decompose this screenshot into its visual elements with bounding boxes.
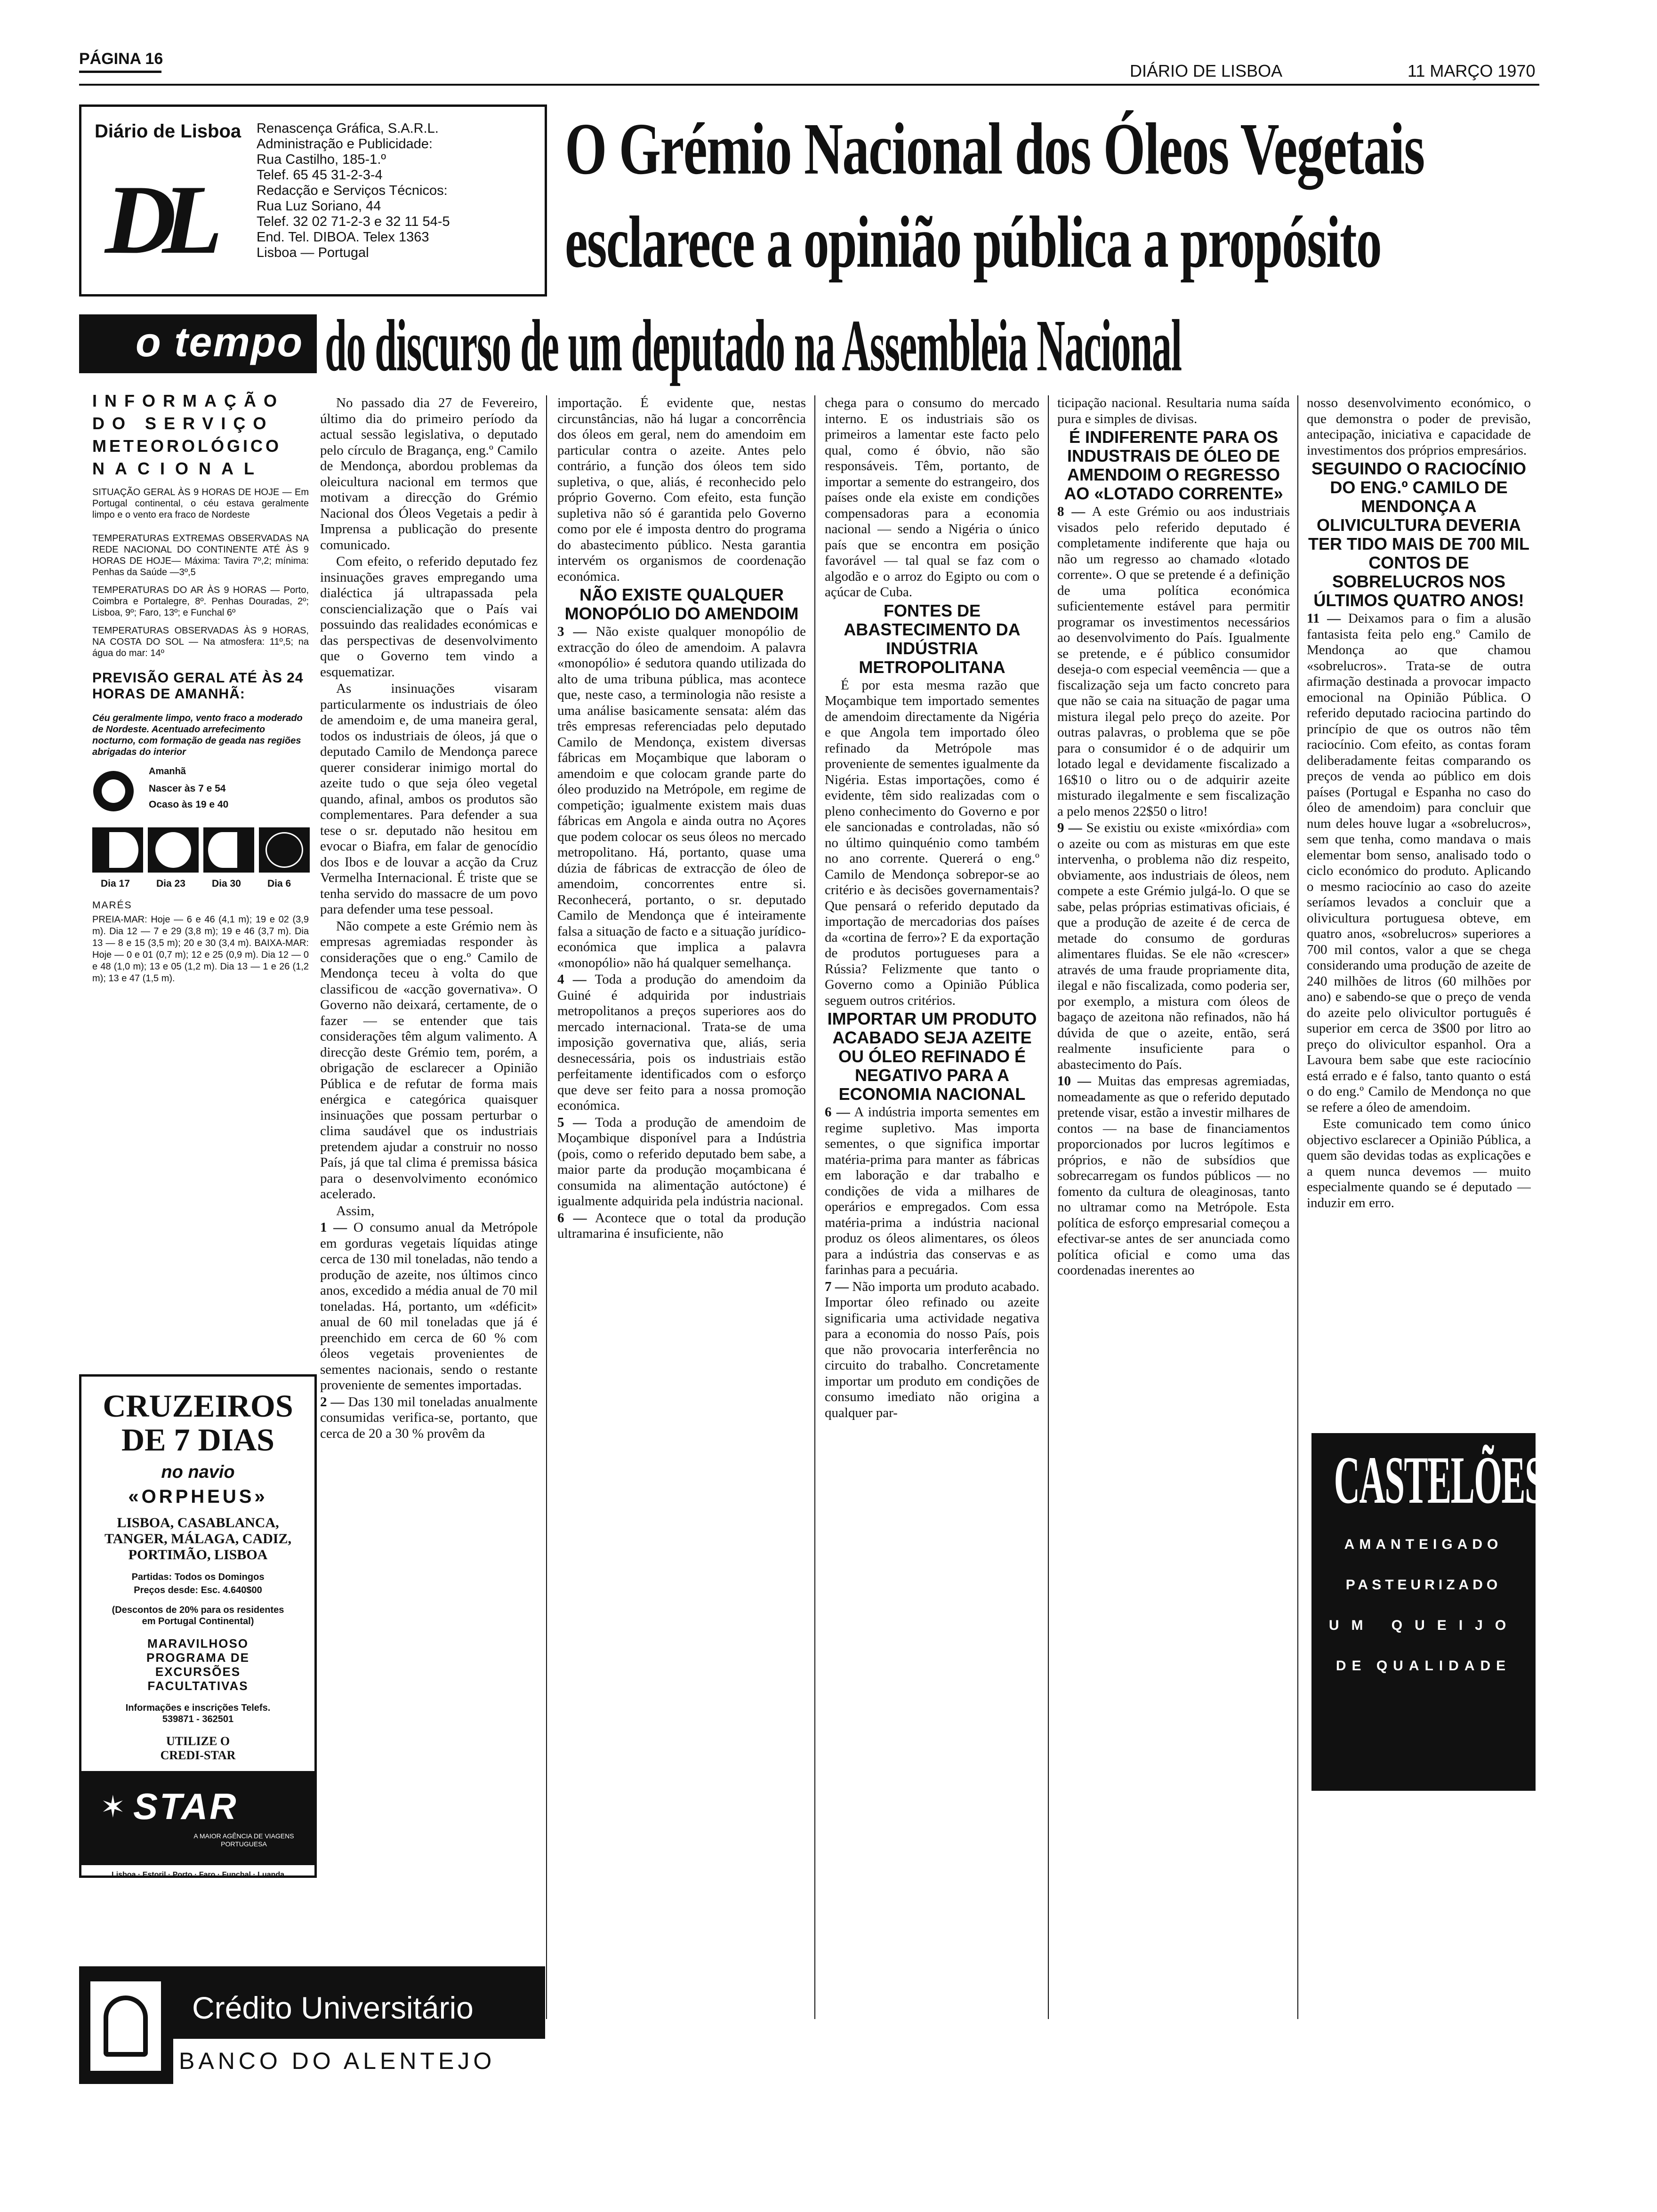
column-rule — [1297, 395, 1298, 2019]
cruise-title: CRUZEIROS DE 7 DIAS — [103, 1388, 293, 1458]
article-column-1 — [320, 395, 538, 1443]
item-text: Acontece que o total da produção ultramarina é insuficiente, não — [557, 1210, 806, 1241]
masthead-line: Lisboa — Portugal — [257, 245, 369, 260]
newspaper-name-header: DIÁRIO DE LISBOA — [1130, 61, 1283, 80]
moon-phase-light — [109, 832, 138, 868]
cruise-discount: (Descontos de 20% para os residentes em Portugal Continental) — [112, 1605, 284, 1627]
sunset-time: Ocaso às 19 e 40 — [149, 799, 229, 810]
moon-label: Dia 23 — [156, 878, 185, 889]
moon-phase-ring — [265, 832, 303, 868]
moon-label: Dia 30 — [212, 878, 241, 889]
weather-air-temps: TEMPERATURAS DO AR ÀS 9 HORAS — Porto, Coimbra e Portalegre, 8º. Penhas Douradas, 2º; Lisboa, 9º; Faro, 13º; e Funchal 6º — [92, 585, 309, 618]
castelo-es-brand: CASTELÕES — [1334, 1442, 1544, 1518]
cruise-excursions: MARAVILHOSO PROGRAMA DE EXCURSÕES FACULTATIVAS — [146, 1636, 249, 1693]
masthead-line: Telef. 32 02 71-2-3 e 32 11 54-5 — [257, 214, 450, 229]
article-item — [557, 624, 806, 971]
article-column-3 — [825, 395, 1039, 1422]
article-column-4 — [1057, 395, 1290, 1280]
subheading: NÃO EXISTE QUALQUER MONOPÓLIO DO AMENDOIM — [564, 585, 799, 623]
weather-panel — [92, 390, 309, 985]
cruise-ad[interactable] — [79, 1374, 317, 1878]
cruise-credit: UTILIZE O CREDI-STAR — [160, 1734, 236, 1762]
sun-title: Amanhã — [149, 766, 186, 777]
forecast-text: Céu geralmente limpo, vento fraco a moderado de Nordeste. Acentuado arrefecimento nocturno, com formação de geada nas regiões abrigadas do interior — [92, 713, 303, 757]
masthead-line: Administração e Publicidade: — [257, 136, 433, 152]
article-closing: Este comunicado tem como único objectivo esclarecer a Opinião Pública, a quem são devidas todas as explicações e a quem nunca devemos — muito especialmente quando se é deputado — induzir em erro. — [1307, 1116, 1531, 1210]
masthead-line: Rua Castilho, 185-1.º — [257, 152, 386, 167]
article-item — [1057, 1074, 1290, 1279]
bank-logo-arch — [104, 1996, 148, 2057]
item-text: Se existiu ou existe «mixórdia» com o azeite ou com as misturas em que este intervenha, o problema não diz respeito, obviamente, aos industriais de óleos, nem compete a este Grémio julgá-lo. O que se sabe, pelas próprias estimativas oficiais, é que a produção de azeite é de cerca de metade do consumo de gorduras alimentares fluidas. Se ele não «crescer» através de uma fraude propriamente dita, ilegal e não fiscalizada, como poderia ser, por exemplo, a mistura com óleos de bagaço de azeitona não refinados, não há dúvida de que o azeite, então, será realmente insuficiente para o abastecimento do País. — [1057, 820, 1290, 1072]
tides-title: MARÉS — [92, 900, 132, 911]
article-item — [557, 1210, 806, 1242]
column-rule — [546, 395, 547, 2019]
credit-title: Crédito Universitário — [192, 1990, 474, 2025]
moon-phase-icon — [148, 827, 199, 873]
article-paragraph: É por esta mesma razão que Moçambique tem importado sementes de amendoim directamente da Nigéria e que Angola tem importado óleo refinado da Metrópole mas proveniente de sementes igualmente da Nigéria. Estas importações, como é evidente, têm sido realizadas com o pleno conhecimento do Governo e por ele sancionadas e controladas, não só no último quinquénio como também no ano corrente. Quererá o eng.º Camilo de Mendonça sobrepor-se ao critério e às decisões governamentais? Que pensará o referido deputado da importação de mercadorias dos países da «cortina de ferro»? E da exportação de produtos portugueses para a Rússia? Felizmente que tanto o Governo como a Opinião Pública seguem outros critérios. — [825, 677, 1039, 1008]
article-paragraph: Assim, — [336, 1203, 375, 1218]
article-item — [825, 1105, 1039, 1278]
article-column-2 — [557, 395, 806, 1243]
article-item — [320, 1395, 538, 1442]
star-agency: A MAIOR AGÊNCIA DE VIAGENS PORTUGUESA — [193, 1832, 294, 1848]
subheading: É INDIFERENTE PARA OS INDUSTRAIS DE ÓLEO DE AMENDOIM O REGRESSO AO «LOTADO CORRENTE» — [1064, 427, 1283, 503]
item-number: 4 — — [557, 972, 587, 987]
column-rule — [814, 395, 815, 2019]
star-icon: ✶ — [100, 1790, 126, 1824]
masthead-box — [79, 104, 547, 297]
item-number: 11 — — [1307, 611, 1341, 626]
item-text: Não importa um produto acabado. Importar óleo refinado ou azeite significaria uma actividade negativa para a economia do nosso País, pois que não provocaria interferência no circuito do trabalho. Concretamente importar um produto em condições de consumo imediato não origina a qualquer par- — [825, 1279, 1040, 1420]
item-number: 10 — — [1057, 1074, 1091, 1089]
star-cities: Lisboa · Estoril · Porto · Faro · Funchal · Luanda — [111, 1871, 285, 1879]
sun-icon — [93, 771, 134, 811]
article-column-5 — [1307, 395, 1531, 1417]
article-paragraph: As insinuações visaram particularmente os industriais de óleo de amendoim e, de uma maneira geral, todos os industriais de óleos, já que o deputado Camilo de Mendonça parece querer considerar inimigo mortal do azeite tudo o que seja óleo vegetal quando, afinal, ambos os produtos são complementares. Para defender a sua tese o sr. deputado não hesitou em evocar o Biafra, em falar de genocídio dos Ibos e de louvar a acção da Cruz Vermelha Internacional. É triste que se tenha servido do massacre de um povo para defender uma tese pessoal. — [320, 681, 538, 917]
item-text: Toda a produção de amendoim de Moçambique disponível para a Indústria (pois, como o referido deputado bem sabe, a maior parte da produção moçambicana é consumida na alimentação autóctone) é igualmente adquirida pela indústria nacional. — [557, 1114, 806, 1209]
article-item — [1057, 820, 1290, 1073]
item-text: A indústria importa sementes em regime supletivo. Mas importa sementes, o que significa importar matéria-prima para manter as fábricas em laboração e dar trabalho e condições de vida a milhares de operários e empregados. Com essa matéria-prima a indústria nacional produz os óleos alimentares, os óleos para a indústria das conservas e as farinhas para a pecuária. — [825, 1105, 1040, 1277]
article-item — [557, 972, 806, 1114]
castelo-es-ad[interactable] — [1311, 1433, 1544, 1791]
column-rule — [1048, 395, 1049, 2019]
moon-label: Dia 17 — [101, 878, 130, 889]
weather-title-1: INFORMAÇÃO — [92, 391, 284, 410]
page-number: PÁGINA 16 — [79, 50, 163, 68]
article-paragraph: nosso desenvolvimento económico, o que demonstra o poder de previsão, antecipação, iniciativa e capacidade de investimentos dos próprios empresários. — [1307, 395, 1531, 458]
article-item — [320, 1220, 538, 1394]
moon-phase-icon — [259, 827, 310, 873]
moon-label: Dia 6 — [267, 878, 291, 889]
masthead-line: Redacção e Serviços Técnicos: — [257, 183, 448, 198]
bank-name-band — [173, 2039, 545, 2084]
article-item — [557, 1115, 806, 1210]
castelo-es-line: AMANTEIGADO — [1344, 1537, 1503, 1552]
headline-line-1: O Grémio Nacional dos Óleos Vegetais — [565, 108, 1424, 190]
item-text: Deixamos para o fim a alusão fantasista feita pelo eng.º Camilo de Mendonça ao que chamou «sobrelucros». Trata-se de outra afirmação destinada a provocar impacto emocional na Opinião Pública. O referido deputado raciocina partindo do princípio de que os outros não têm raciocínio. Com efeito, as contas foram deliberadamente feitas comparando os preços de venda ao público em dois países (Portugal e Espanha no caso do óleo de amendoim) para concluir que num deles houve lugar a «sobrelucros», sem que tenha, como mandava o mais elementar bom senso, analisado todo o ciclo económico do produto. Aplicando o mesmo raciocínio ao caso do azeite seríamos levados a concluir que a olivicultura portuguesa obteve, em quatro anos, «sobrelucros» superiores a 700 mil contos, valor a que se chega considerando uma produção de azeite de 240 milhões de litros (60 milhões por ano) e sabendo-se que o preço de venda do azeite pelo olivicultor português é superior em cerca de 3$00 por litro ao preço do olivicultor espanhol. Ora a Lavoura bem sabe que este raciocínio está errado e é falso, tanto quanto o está o do eng.º Camilo de Mendonça no que se refere a óleo de amendoim. — [1307, 611, 1531, 1115]
weather-logo — [79, 314, 317, 373]
masthead-line: Telef. 65 45 31-2-3-4 — [257, 168, 383, 183]
masthead-details — [257, 121, 520, 261]
weather-logo-text: o tempo — [136, 319, 304, 365]
moon-phase-light — [155, 832, 191, 868]
item-number: 6 — — [557, 1210, 587, 1226]
masthead-line: Rua Luz Soriano, 44 — [257, 199, 381, 214]
cruise-departures: Partidas: Todos os Domingos — [131, 1572, 265, 1582]
sunrise-time: Nascer às 7 e 54 — [149, 783, 226, 794]
article-item — [825, 1279, 1039, 1421]
item-text: A este Grémio ou aos industriais visados pelo referido deputado é completamente indiferente que haja ou não um regresso ao chamado «lotado corrente». O que se pretende é a definição de uma política económica suficientemente estável para permitir programar os investimentos necessários ao desenvolvimento do País. Igualmente se pretende, e é público consumidor deseja-o com especial veemência — que a fiscalização seja um facto concreto para que não se caia na situação de pagar uma mistura ilegal pelo preço do azeite. Por outras palavras, o problema que se põe para o consumidor é o de adquirir um lotado legal e devidamente fiscalizado a 16$10 o litro ou o de adquirir azeite misturado ilegalmente e sem fiscalização a pelo menos 22$50 o litro! — [1057, 504, 1290, 819]
item-number: 6 — — [825, 1105, 850, 1120]
cruise-price: Preços desde: Esc. 4.640$00 — [134, 1585, 262, 1595]
star-banner — [81, 1771, 314, 1865]
article-paragraph: Não compete a este Grémio nem às empresas agremiadas responder às considerações que o eng.º Camilo de Mendonça teceu à volta do que classificou de «acção governativa». O Governo não deixará, certamente, de o fazer — se entender que tais considerações têm algum valimento. A direcção deste Grémio tem, porém, a obrigação de esclarecer a Opinião Pública e de refutar de forma mais enérgica e categórica quaisquer insinuações que possam perturbar o clima saudável que os industriais pretendem ajudar a construir no nosso País, já que tal clima é premissa básica para o desenvolvimento económico acelerado. — [320, 918, 538, 1202]
cruise-ship-name: «ORPHEUS» — [128, 1486, 268, 1507]
subheading: IMPORTAR UM PRODUTO ACABADO SEJA AZEITE OU ÓLEO REFINADO É NEGATIVO PARA A ECONOMIA NACIONAL — [827, 1009, 1037, 1104]
moon-phase-icon — [92, 827, 143, 873]
item-text: Das 130 mil toneladas anualmente consumidas verifica-se, portanto, que cerca de 20 a 30 % provêm da — [320, 1394, 538, 1441]
item-text: Não existe qualquer monopólio de extracção do óleo de amendoim. A palavra «monopólio» é sedutora quando utilizada do alto de uma tribuna pública, mas acontece que, neste caso, a terminologia não resiste a uma análise basicamente sensata: além das três empresas referenciadas pelo deputado Camilo de Mendonça, existem diversas fábricas em Moçambique que laboram o amendoim e que colocam grande parte do óleo produzido na Metrópole, em regime de competição; igualmente existem mais duas fábricas em Angola e ainda outra no Açores que podem colocar os seus óleos no mercado metropolitano. Há, portanto, quase uma dúzia de fábricas de extracção de óleo de amendoim, concorrentes entre si. Reconhecerá, portanto, o sr. deputado Camilo de Mendonça que é inteiramente falsa a situação de facto e a situação jurídico-económica que implica a palavra «monopólio» não há qualquer semelhança. — [557, 624, 806, 970]
castelo-es-line: PASTEURIZADO — [1345, 1577, 1502, 1593]
item-text: Toda a produção do amendoim da Guiné é adquirida por industriais metropolitanos a preços superiores aos do mercado internacional. Trata-se de uma imposição governativa que, aliás, seria desnecessária, pois os industriais estão perfeitamente identificados com o esforço que deve ser feito para a nossa promoção económica. — [557, 972, 806, 1113]
dl-logo: DL — [105, 165, 209, 274]
item-number: 9 — — [1057, 820, 1082, 835]
cruise-info: Informações e inscrições Telefs. 539871 - 362501 — [125, 1703, 271, 1724]
masthead-name: Diário de Lisboa — [95, 121, 241, 142]
item-text: Muitas das empresas agremiadas, nomeadamente as que o referido deputado pretende visar, estão a investir milhares de contos — na base de financiamentos proporcionados por lucros legítimos e próprios, e não de subsídios que sobrecarregam os fundos públicos — no fomento da cultura de oleaginosas, tanto no ultramar como na Metrópole. Esta política de esforço empresarial começou a efectivar-se antes de ser anunciada como política oficial e como uma das coordenadas inerentes ao — [1057, 1074, 1290, 1278]
article-paragraph: chega para o consumo do mercado interno. E os industriais são os primeiros a lamentar este facto pelo qual, como é óbvio, não são responsáveis. Têm, portanto, de importar a semente do estrangeiro, dos países onde ela existe em condições compensadoras para a economia nacional — sendo a Nigéria o único país que se encontra em posição favorável — tal qual se faz com o algodão e o arroz do Egipto ou com o açúcar de Cuba. — [825, 395, 1039, 600]
sun-icon-center — [102, 779, 125, 803]
masthead-line: Renascença Gráfica, S.A.R.L. — [257, 121, 439, 136]
weather-coast-temps: TEMPERATURAS OBSERVADAS ÀS 9 HORAS, NA COSTA DO SOL — Na atmosfera: 11º,5; na água do mar: 14º — [92, 625, 309, 658]
moon-phase-icon — [203, 827, 254, 873]
tides-text: PREIA-MAR: Hoje — 6 e 46 (4,1 m); 19 e 02 (3,9 m). Dia 12 — 7 e 29 (3,8 m); 19 e 46 (3,7 m). Dia 13 — 8 e 15 (3,5 m); 20 e 30 (3,4 m). BAIXA-MAR: Hoje — 0 e 01 (0,7 m); 12 e 25 (0,9 m). Dia 12 — 0 e 48 (1,0 m); 13 e 05 (1,2 m). Dia 13 — 1 e 26 (1,2 m); 13 e 47 (1,5 m). — [92, 914, 309, 984]
weather-title-4: NACIONAL — [92, 459, 265, 478]
item-number: 1 — — [320, 1220, 347, 1235]
item-number: 5 — — [557, 1114, 587, 1130]
page-number-rule — [79, 71, 161, 73]
moon-phases — [92, 827, 309, 893]
cruise-ship-pre: no navio — [161, 1462, 235, 1482]
bank-logo-icon — [90, 1981, 161, 2071]
masthead-line: End. Tel. DIBOA. Telex 1363 — [257, 230, 429, 245]
sun-times — [92, 766, 309, 827]
article-item — [1057, 504, 1290, 819]
headline-line-3: do discurso de um deputado na Assembleia Nacional — [325, 305, 1182, 387]
headline-line-2: esclarece a opinião pública a propósito — [565, 201, 1381, 283]
header-rule — [79, 84, 1539, 86]
item-number: 8 — — [1057, 504, 1086, 519]
weather-situation: SITUAÇÃO GERAL ÀS 9 HORAS DE HOJE — Em Portugal continental, o céu estava geralmente limpo e o vento era fraco de Nordeste — [92, 487, 309, 520]
weather-extreme-temps: TEMPERATURAS EXTREMAS OBSERVADAS NA REDE NACIONAL DO CONTINENTE ATÉ ÀS 9 HORAS DE HOJE— Máxima: Tavira 7º,2; mínima: Penhas da Saúde —3º,5 — [92, 533, 309, 577]
bank-name: BANCO DO ALENTEJO — [179, 2048, 496, 2074]
item-number: 2 — — [320, 1394, 345, 1410]
article-paragraph: Com efeito, o referido deputado fez insinuações graves empregando uma dialéctica já ultrapassada pela consciencialização que o País vai possuindo das realidades económicas e das perspectivas de desenvolvimento que o Governo tem vindo a esquematizar. — [320, 554, 538, 680]
item-number: 3 — — [557, 624, 587, 639]
subheading: SEGUINDO O RACIOCÍNIO DO ENG.º CAMILO DE MENDONÇA A OLIVICULTURA DEVERIA TER TIDO MAIS DE 700 MIL CONTOS DE SOBRELUCROS NOS ÚLTIMOS QUATRO ANOS! — [1308, 459, 1530, 610]
article-paragraph: importação. É evidente que, nestas circunstâncias, não há lugar a concorrência dos óleos em geral, nem do amendoim em particular contra o azeite. Antes pelo contrário, a função dos óleos tem sido supletiva, o que, aliás, é reconhecido pelo próprio Governo. Com efeito, esta função supletiva não só é garantida pelo Governo como por ele é imposta dentro do programa do abastecimento público. Nesta garantia intervém os organismos de coordenação económica. — [557, 395, 806, 584]
weather-title-2: DO SERVIÇO — [92, 414, 274, 433]
article-item — [1307, 611, 1531, 1115]
star-logo: STAR — [133, 1786, 238, 1827]
article-paragraph: ticipação nacional. Resultaria numa saída pura e simples de divisas. — [1057, 395, 1290, 426]
item-number: 7 — — [825, 1279, 849, 1294]
article-paragraph: No passado dia 27 de Fevereiro, último dia do primeiro período da actual sessão legislativa, o deputado pelo círculo de Bragança, eng.º Camilo de Mendonça, abordou problemas da oleicultura nacional em termos que motivam a direcção do Grémio Nacional dos Óleos Vegetais a pedir à Imprensa a publicação do presente comunicado. — [320, 395, 538, 553]
subheading: FONTES DE ABASTECIMENTO DA INDÚSTRIA METROPOLITANA — [844, 601, 1021, 677]
forecast-title: PREVISÃO GERAL ATÉ ÀS 24 HORAS DE AMANHÃ: — [92, 670, 304, 702]
cruise-ports: LISBOA, CASABLANCA, TANGER, MÁLAGA, CADIZ, PORTIMÃO, LISBOA — [105, 1515, 291, 1563]
weather-title-3: METEOROLÓGICO — [92, 436, 282, 456]
item-text: O consumo anual da Metrópole em gorduras vegetais líquidas atinge cerca de 130 mil toneladas, não tendo a produção de azeite, nos últimos cinco anos, excedido a média anual de 70 mil toneladas. Há, portanto, um «déficit» anual de 60 mil toneladas que já é preenchido em cerca de 60 % com óleos vegetais provenientes de sementes nacionais, sendo o restante proveniente de sementes importadas. — [320, 1220, 538, 1393]
issue-date: 11 MARÇO 1970 — [1408, 61, 1536, 80]
credit-ad[interactable] — [79, 1966, 545, 2084]
moon-phase-light — [208, 832, 237, 868]
castelo-es-line: UM QUEIJO — [1328, 1618, 1519, 1633]
castelo-es-line: DE QUALIDADE — [1335, 1658, 1512, 1674]
